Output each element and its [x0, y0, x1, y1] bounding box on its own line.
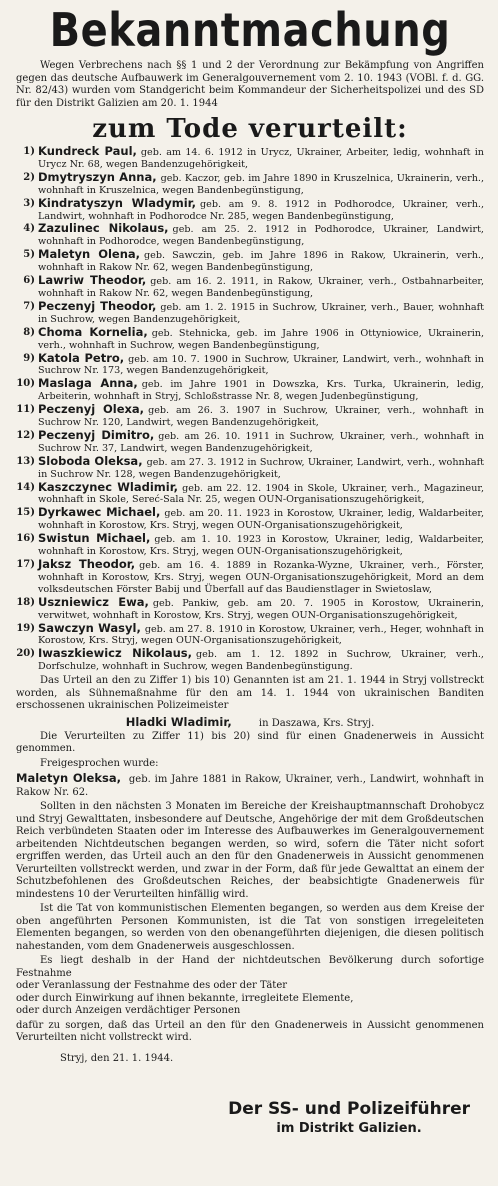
entry-name: Swistun Michael,	[38, 531, 151, 546]
entry-number: 15)	[16, 507, 35, 519]
option-line-b: oder durch Einwirkung auf ihnen bekannte, irregleitete Elemente,	[16, 992, 354, 1004]
page-title: Bekanntmachung	[49, 4, 451, 58]
entry-number: 12)	[16, 429, 35, 441]
entry-name: Uszniewicz Ewa,	[38, 594, 149, 609]
entry-name: Iwaszkiewicz Nikolaus,	[38, 646, 192, 661]
acquitted-entry	[16, 772, 484, 799]
entry-details: geb. Stehnicka, geb. im Jahre 1906 in Ottyniowice, Ukrainerin, verh., wohnhaft in Suchrow, wegen Bandenbegünstigung,	[38, 327, 484, 351]
entry-number: 19)	[16, 622, 35, 634]
entry-number: 1)	[23, 146, 35, 157]
signature-block	[228, 1099, 470, 1136]
entry-name: Dyrkawec Michael,	[38, 505, 161, 520]
victim-name: Hladki Wladimir,	[125, 714, 232, 729]
entry-name: Zazulinec Nikolaus,	[38, 221, 169, 236]
entry-details: geb. im Jahre 1901 in Dowszka, Krs. Turka, Ukrainerin, ledig, Arbeiterin, wohnhaft in Stryj, Schloßstrasse Nr. 8, wegen Judenbegünstigung,	[38, 379, 484, 403]
list-item	[16, 146, 484, 171]
list-item	[16, 427, 484, 455]
list-item	[16, 378, 484, 403]
list-item	[16, 479, 484, 507]
entry-number: 9)	[23, 352, 35, 364]
list-item	[16, 195, 484, 223]
signature-line-1: Der SS- und Polizeiführer	[228, 1099, 470, 1119]
option-line-c: oder durch Anzeigen verdächtiger Personen	[16, 1005, 241, 1017]
entry-details: geb. am 20. 11. 1923 in Korostow, Ukrainer, ledig, Waldarbeiter, wohnhaft in Korostow, Krs. Stryj, wegen OUN-Organisationszugehörigkeit,	[38, 508, 484, 532]
list-item	[16, 648, 484, 673]
entry-name: Peczenyj Dimitro,	[38, 427, 155, 442]
list-item	[16, 324, 484, 352]
entry-number: 16)	[16, 533, 35, 545]
entry-name: Peczenyj Olexa,	[38, 402, 145, 417]
entry-number: 20)	[16, 648, 35, 660]
list-item	[16, 507, 484, 532]
executed-paragraph: Das Urteil an den zu Ziffer 1) bis 10) Genannten ist am 21. 1. 1944 in Stryj vollstreckt worden, als Sühnemaßnahme für den am 14. 1. 1944 von ukrainischen Banditen erschossenen ukrainischen Polizeimeister	[16, 675, 484, 712]
entry-details: geb. am 22. 12. 1904 in Skole, Ukrainer, verh., Magazineur, wohnhaft in Skole, Sereć-Sala Nr. 25, wegen OUN-Organisationszugehörigkeit,	[38, 482, 484, 506]
list-item	[16, 298, 484, 326]
entry-number: 13)	[16, 455, 35, 467]
entry-number: 4)	[23, 223, 35, 235]
entry-details: geb. Sawczin, geb. im Jahre 1896 in Rakow, Ukrainerin, verh., wohnhaft in Rakow Nr. 62, wegen Bandenbegünstigung,	[38, 250, 484, 274]
list-item	[16, 559, 484, 596]
list-item	[16, 169, 484, 197]
list-item	[16, 594, 484, 622]
entry-number: 18)	[16, 596, 35, 608]
entry-number: 6)	[23, 275, 35, 287]
entry-number: 2)	[23, 171, 35, 183]
entry-number: 5)	[23, 249, 35, 261]
warning-paragraph-1: Sollten in den nächsten 3 Monaten im Bereiche der Kreishauptmannschaft Drohobycz und Stryj Gewalttaten, insbesondere auf Deutsche, Angehörige der mit dem Großdeutschen Reich verbündeten Staaten oder im Interesse des Aufbauwerkes im Generalgouvernement arbeitenden Nichtdeutschen begangen werden, so wird, sofern die Täter nicht sofort ergriffen werden, das Urteil auch an den für den Gnadenerweis in Aussicht genommenen Verurteilten vollstreckt werden, und zwar in der Form, daß für jede Gewalttat an einem der Schutzbefohlenen des Großdeutschen Reiches, der beabsichtigte Gnadenerweis für mindestens 10 der Verurteilten hinfällig wird.	[16, 801, 484, 900]
signature-line-2: im Distrikt Galizien.	[276, 1121, 422, 1136]
entry-details: geb. am 16. 2. 1911, in Rakow, Ukrainer, verh., Ostbahnarbeiter, wohnhaft in Rakow Nr. 62, wegen Bandenbegünstigung,	[38, 276, 484, 299]
warning-paragraph-2: Ist die Tat von kommunistischen Elementen begangen, so werden aus dem Kreise der oben angeführten Personen Kommunisten, ist die Tat von sonstigen irregeleiteten Elementen begangen, so werden von den obenangeführten diejenigen, die diesen politisch nahestanden, vom dem Gnadenerweis ausgeschlossen.	[16, 903, 484, 952]
entry-name: Kundreck Paul,	[38, 144, 137, 158]
list-item	[16, 453, 484, 481]
acquitted-text: geb. im Jahre 1881 in Rakow, Ukrainer, verh., Landwirt, wohnhaft in Rakow Nr. 62.	[16, 774, 484, 798]
entry-name: Jaksz Theodor,	[38, 557, 136, 571]
entry-number: 3)	[23, 197, 35, 209]
entry-details: geb. am 1. 10. 1923 in Korostow, Ukrainer, ledig, Waldarbeiter, wohnhaft in Korostow, Krs. Stryj, wegen OUN-Organisationszugehörigkeit,	[38, 534, 484, 558]
entry-name: Sloboda Oleksa,	[38, 453, 143, 468]
list-item	[16, 275, 484, 300]
acquitted-label: Freigesprochen wurde:	[40, 757, 159, 769]
entry-number: 14)	[16, 481, 35, 493]
entry-name: Peczenyj Theodor,	[38, 298, 157, 313]
condemned-list	[16, 146, 484, 673]
entry-name: Maslaga Anna,	[38, 376, 138, 391]
entry-details: geb. am 27. 3. 1912 in Suchrow, Ukrainer, Landwirt, verh., wohnhaft in Suchrow Nr. 128, wegen Bandenzugehörigkeit,	[38, 456, 484, 480]
entry-details: geb. am 26. 3. 1907 in Suchrow, Ukrainer, verh., wohnhaft in Suchrow Nr. 120, Landwirt, wegen Bandenzugehörigkeit,	[38, 405, 484, 429]
list-item	[16, 404, 484, 429]
entry-details: geb. am 9. 8. 1912 in Podhorodce, Ukrainer, verh., Landwirt, wohnhaft in Podhorodce Nr. 285, wegen Bandenbegünstigung,	[38, 198, 484, 222]
entry-number: 10)	[16, 378, 35, 390]
entry-name: Kindratyszyn Wladymir,	[38, 195, 197, 210]
option-line-a: oder Veranlassung der Festnahme des oder der Täter	[16, 980, 288, 992]
warning-paragraph-3: Es liegt deshalb in der Hand der nichtdeutschen Bevölkerung durch sofortige Festnahme	[16, 955, 484, 979]
entry-number: 8)	[23, 326, 35, 338]
entry-name: Kaszczynec Wladimir,	[38, 479, 179, 494]
victim-line	[16, 715, 484, 729]
entry-details: geb. Pankiw, geb. am 20. 7. 1905 in Korostow, Ukrainerin, verwitwet, wohnhaft in Korostow, Krs. Stryj, wegen OUN-Organisationszugehörigkeit,	[38, 597, 484, 621]
verdict-heading: zum Tode verurteilt:	[92, 114, 408, 144]
pardon-paragraph: Die Verurteilten zu Ziffer 11) bis 20) sind für einen Gnadenerweis in Aussicht genommen.	[16, 730, 484, 755]
entry-details: geb. am 27. 8. 1910 in Korostow, Ukrainer, verh., Heger, wohnhaft in Korostow, Krs. Stryj, wegen OUN-Organisationszugehörigkeit,	[38, 623, 484, 647]
acquitted-name: Maletyn Oleksa,	[16, 771, 121, 786]
list-item	[16, 223, 484, 248]
entry-details: geb. am 1. 12. 1892 in Suchrow, Ukrainer, verh., Dorfschulze, wohnhaft in Suchrow, wegen Bandenbegünstigung.	[38, 649, 484, 673]
entry-details: geb. am 14. 6. 1912 in Urycz, Ukrainer, Arbeiter, ledig, wohnhaft in Urycz Nr. 68, wegen Bandenzugehörigkeit,	[38, 147, 484, 170]
list-item	[16, 620, 484, 648]
entry-details: geb. am 16. 4. 1889 in Rozanka-Wyzne, Ukrainer, verh., Förster, wohnhaft in Korostow, Krs. Stryj, wegen OUN-Organisationszugehörigkeit, Mord an dem volksdeutschen Förster Babij und Überfall auf das Baudienstlager in Swietoslaw,	[38, 560, 484, 595]
entry-details: geb. am 25. 2. 1912 in Podhorodce, Ukrainer, Landwirt, wohnhaft in Podhorodce, wegen Bandenbegünstigung,	[38, 224, 484, 248]
entry-details: geb. am 26. 10. 1911 in Suchrow, Ukrainer, verh., wohnhaft in Suchrow Nr. 37, Landwirt, wegen Bandenzugehörigkeit,	[38, 430, 484, 454]
entry-details: geb. am 1. 2. 1915 in Suchrow, Ukrainer, verh., Bauer, wohnhaft in Suchrow, wegen Bandenzugehörigkeit,	[38, 301, 484, 325]
entry-name: Choma Kornelia,	[38, 324, 148, 339]
list-item	[16, 350, 484, 378]
entry-details: geb. am 10. 7. 1900 in Suchrow, Ukrainer, Landwirt, verh., wohnhaft in Suchrow Nr. 173, wegen Bandenzugehörigkeit,	[38, 353, 484, 377]
list-item	[16, 249, 484, 274]
entry-number: 7)	[23, 300, 35, 312]
entry-number: 11)	[16, 404, 35, 416]
entry-name: Dmytryszyn Anna,	[38, 169, 157, 184]
entry-name: Sawczyn Wasyl,	[38, 620, 141, 635]
entry-details: geb. Kaczor, geb. im Jahre 1890 in Kruszelnica, Ukrainerin, verh., wohnhaft in Kruszelnica, wegen Bandenbegünstigung,	[38, 172, 484, 196]
entry-number: 17)	[16, 559, 35, 570]
victim-place: in Daszawa, Krs. Stryj.	[258, 717, 375, 729]
final-paragraph: dafür zu sorgen, daß das Urteil an den für den Gnadenerweis in Aussicht genommenen Verurteilten nicht vollstreckt wird.	[16, 1019, 484, 1044]
entry-name: Lawriw Theodor,	[38, 273, 147, 288]
intro-paragraph: Wegen Verbrechens nach §§ 1 und 2 der Verordnung zur Bekämpfung von Angriffen gegen das deutsche Aufbauwerk im Generalgouvernement vom 2. 10. 1943 (VOBl. f. d. GG. Nr. 82/43) wurden vom Standgericht beim Kommandeur der Sicherheitspolizei und des SD für den Distrikt Galizien am 20. 1. 1944	[16, 60, 484, 109]
list-item	[16, 533, 484, 558]
entry-name: Katola Petro,	[38, 350, 125, 365]
entry-name: Maletyn Olena,	[38, 247, 141, 262]
date-line: Stryj, den 21. 1. 1944.	[60, 1052, 174, 1064]
